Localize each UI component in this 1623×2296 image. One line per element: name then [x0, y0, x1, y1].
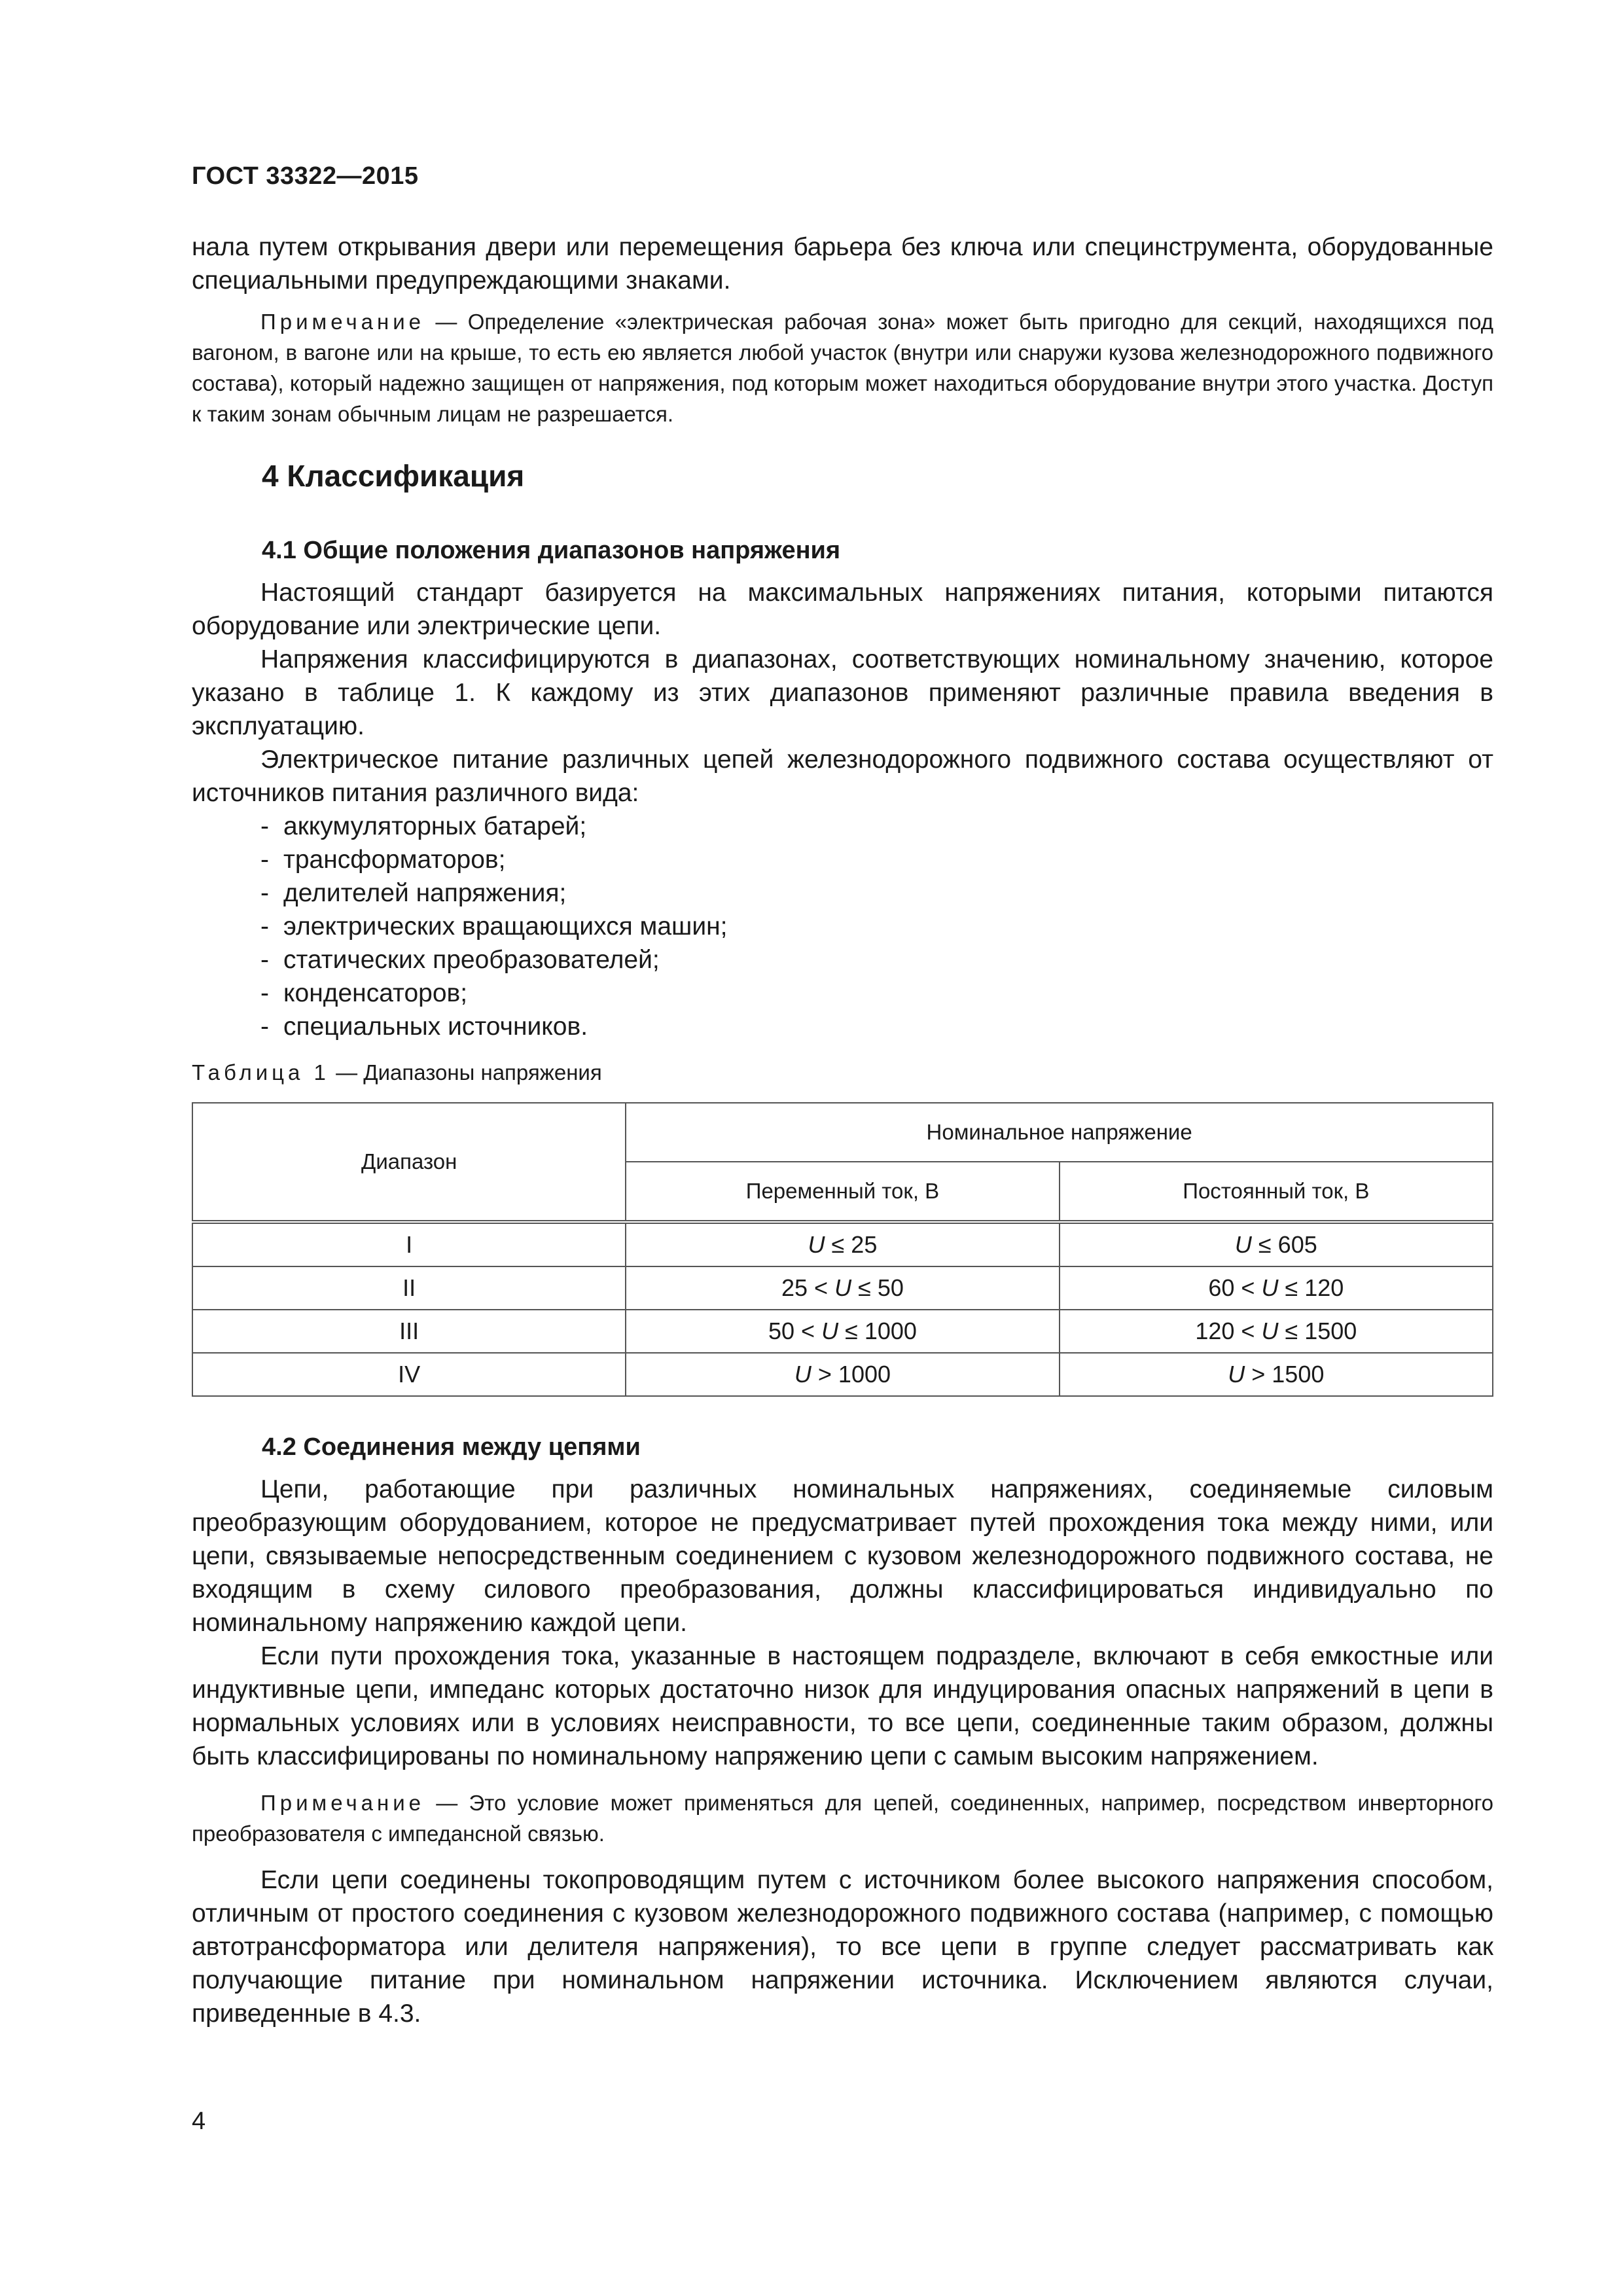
note-label: Примечание — [260, 1791, 425, 1815]
list-item: - аккумуляторных батарей; — [260, 810, 1493, 843]
intro-block — [192, 230, 1493, 429]
paragraph-4-2-2: Если пути прохождения тока, указанные в настоящем подразделе, включают в себя емкостные или индуктивные цепи, импеданс которых достаточно низок для индуцирования опасных напряжений в цепи в нормальных условиях или в условиях неисправности, то все цепи, соединенные таким образом, должны быть классифицированы по номинальному напряжению цепи с самым высоким напряжением. — [192, 1642, 1493, 1770]
paragraph-4-1-2: Напряжения классифицируются в диапазонах, соответствующих номинальному значению, которое указано в таблице 1. К каждому из этих диапазонов применяют различные правила введения в эксплуатацию. — [192, 645, 1493, 740]
range-cell: III — [192, 1310, 626, 1353]
table-row — [192, 1310, 1493, 1353]
paragraph-4-2-1: Цепи, работающие при различных номинальных напряжениях, соединяемые силовым преобразующим оборудованием, которое не предусматривает путей прохождения тока между ними, или цепи, связываемые непосредственным соединением с кузовом железнодорожного подвижного состава, не входящим в схему силового преобразования, должны классифицироваться индивидуально по номинальному напряжению каждой цепи. — [192, 1475, 1493, 1637]
range-cell: II — [192, 1266, 626, 1310]
column-header-ac: Переменный ток, В — [626, 1162, 1059, 1222]
section-4-2-body — [192, 1473, 1493, 2030]
ac-cell: U > 1000 — [626, 1353, 1059, 1396]
note-label: Примечание — [260, 310, 425, 334]
section-4-2-title: 4.2 Соединения между цепями — [262, 1433, 641, 1461]
paragraph-continuation: нала путем открывания двери или перемещения барьера без ключа или специнструмента, оборудованные специальными предупреждающими знаками. — [192, 233, 1493, 295]
power-source-list — [260, 810, 1493, 1043]
column-header-dc: Постоянный ток, В — [1060, 1162, 1493, 1222]
list-item: - статических преобразователей; — [260, 943, 1493, 977]
list-item: - делителей напряжения; — [260, 876, 1493, 910]
note-text: — Это условие может применяться для цепей, соединенных, например, посредством инверторного преобразователя с импедансной связью. — [192, 1791, 1493, 1846]
section-4-1-body — [192, 576, 1493, 1043]
range-cell: I — [192, 1222, 626, 1266]
range-cell: IV — [192, 1353, 626, 1396]
dc-cell: 120 < U ≤ 1500 — [1060, 1310, 1493, 1353]
paragraph-4-1-1: Настоящий стандарт базируется на максимальных напряжениях питания, которыми питаются оборудование или электрические цепи. — [192, 579, 1493, 640]
page-number: 4 — [192, 2108, 206, 2135]
paragraph-4-1-3: Электрическое питание различных цепей железнодорожного подвижного состава осуществляют от источников питания различного вида: — [192, 745, 1493, 807]
note-text: — Определение «электрическая рабочая зона» может быть пригодно для секций, находящихся под вагоном, в вагоне или на крыше, то есть ею является любой участок (внутри или снаружи кузова железнодорожного подвижного состава), который надежно защищен от напряжения, под которым может находиться оборудование внутри этого участка. Доступ к таким зонам обычным лицам не разрешается. — [192, 310, 1493, 426]
table-caption-text: — Диапазоны напряжения — [336, 1060, 602, 1085]
note-paragraph-4-2 — [192, 1787, 1493, 1849]
list-item: - конденсаторов; — [260, 977, 1493, 1010]
table-row — [192, 1266, 1493, 1310]
dc-cell: U ≤ 605 — [1060, 1222, 1493, 1266]
table-1-caption — [192, 1060, 602, 1085]
section-4-1-title: 4.1 Общие положения диапазонов напряжения — [262, 537, 841, 564]
ac-cell: U ≤ 25 — [626, 1222, 1059, 1266]
table-row — [192, 1222, 1493, 1266]
section-4-title: 4 Классификация — [262, 459, 525, 493]
paragraph-4-2-3: Если цепи соединены токопроводящим путем с источником более высокого напряжения способом, отличным от простого соединения с кузовом железнодорожного подвижного состава (например, с помощью автотрансформатора или делителя напряжения), то все цепи в группе следует рассматривать как получающие питание при номинальном напряжении источника. Исключением являются случаи, приведенные в 4.3. — [192, 1866, 1493, 2028]
column-header-nominal: Номинальное напряжение — [626, 1103, 1493, 1162]
voltage-ranges-table — [192, 1102, 1493, 1397]
table-row — [192, 1353, 1493, 1396]
document-header: ГОСТ 33322—2015 — [192, 162, 419, 190]
ac-cell: 50 < U ≤ 1000 — [626, 1310, 1059, 1353]
dc-cell: 60 < U ≤ 120 — [1060, 1266, 1493, 1310]
table-caption-label: Таблица 1 — [192, 1060, 330, 1085]
ac-cell: 25 < U ≤ 50 — [626, 1266, 1059, 1310]
list-item: - электрических вращающихся машин; — [260, 910, 1493, 943]
column-header-range: Диапазон — [192, 1103, 626, 1222]
list-item: - трансформаторов; — [260, 843, 1493, 876]
note-paragraph — [192, 306, 1493, 429]
dc-cell: U > 1500 — [1060, 1353, 1493, 1396]
list-item: - специальных источников. — [260, 1010, 1493, 1043]
